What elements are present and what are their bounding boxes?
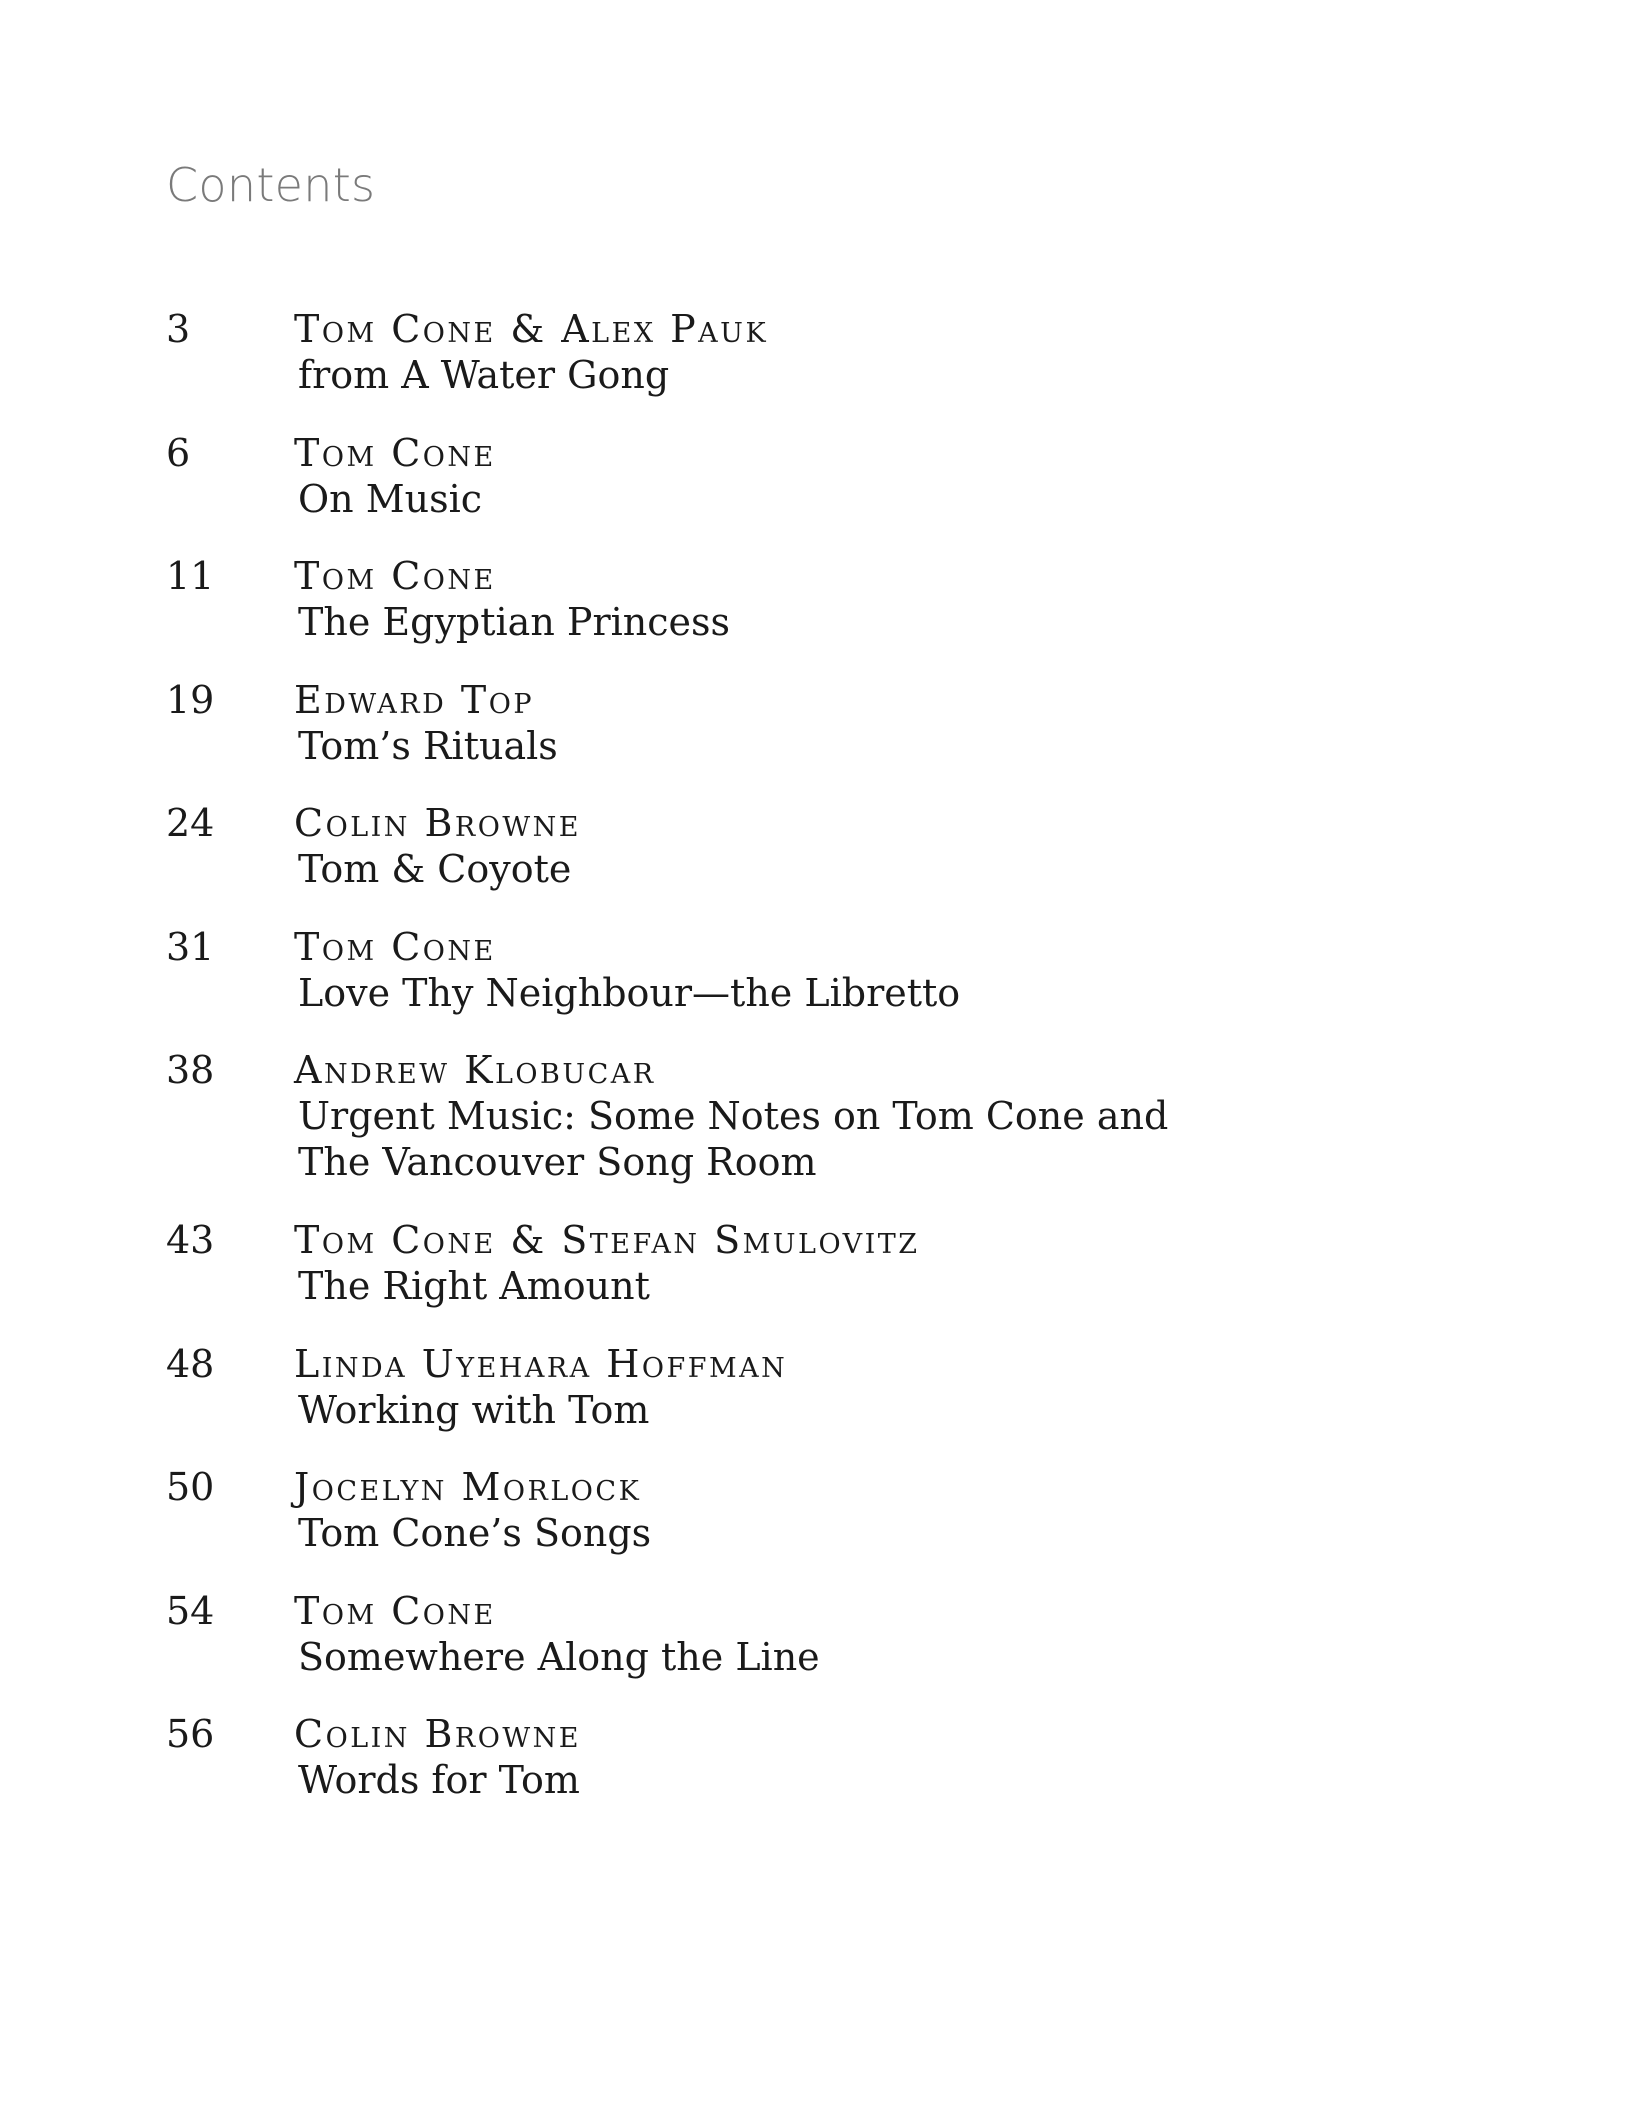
entry-text [294,1341,787,1433]
entry-author: Tom Cone [294,430,496,475]
entry-text [294,800,581,892]
entry-text [294,1464,651,1556]
toc-entry[interactable] [166,430,1516,554]
entry-title: Tom Cone’s Songs [298,1511,652,1555]
toc-entry[interactable] [166,1711,1516,1835]
entry-title: Words for Tom [298,1758,580,1802]
entry-author: Tom Cone & Alex Pauk [294,307,769,351]
page-number: 6 [166,430,191,475]
entry-title: Tom & Coyote [298,847,572,891]
page-number: 24 [166,801,215,845]
entry-title: Somewhere Along the Line [298,1634,820,1679]
toc-entry[interactable] [166,1341,1516,1465]
entry-author: Tom Cone [294,924,496,969]
entry-text [294,306,768,398]
entry-title: from A Water Gong [298,353,670,397]
toc-entry[interactable] [166,1217,1516,1341]
page-number: 31 [166,924,215,969]
entry-title: On Music [298,476,483,521]
entry-text [294,430,496,522]
entry-title: Tom’s Rituals [298,723,558,768]
entry-title: Love Thy Neighbour—the Libretto [298,970,961,1015]
toc-entry[interactable] [166,924,1516,1048]
toc-entry[interactable] [166,306,1516,430]
toc-entry[interactable] [166,1464,1516,1588]
table-of-contents [166,306,1516,1835]
entry-author: Linda Uyehara Hoffman [294,1341,788,1386]
entry-text [294,1217,920,1309]
entry-author: Edward Top [294,677,534,722]
page-number: 11 [166,554,215,598]
entry-author: Tom Cone [294,554,496,598]
entry-author: Tom Cone & Stefan Smulovitz [294,1218,920,1262]
page-number: 54 [166,1588,215,1633]
entry-author: Jocelyn Morlock [294,1465,642,1509]
page-number: 19 [166,677,215,722]
entry-text [294,1047,1168,1185]
page-number: 48 [166,1341,215,1386]
toc-entry[interactable] [166,1047,1516,1217]
entry-author: Colin Browne [294,1712,581,1756]
page-number: 38 [166,1048,215,1092]
entry-title: The Right Amount [298,1264,650,1308]
page-number: 3 [166,307,191,351]
toc-entry[interactable] [166,553,1516,677]
page-title: Contents [166,158,376,212]
page-number: 50 [166,1465,215,1509]
page-number: 43 [166,1218,215,1262]
entry-text [294,553,730,645]
entry-author: Tom Cone [294,1588,496,1633]
entry-title: The Egyptian Princess [298,600,731,644]
entry-author: Andrew Klobucar [294,1048,656,1092]
toc-entry[interactable] [166,800,1516,924]
toc-entry[interactable] [166,1588,1516,1712]
toc-entry[interactable] [166,677,1516,801]
entry-title: Working with Tom [298,1387,650,1432]
entry-text [294,1588,820,1680]
page-number: 56 [166,1712,215,1756]
entry-text [294,677,558,769]
entry-author: Colin Browne [294,801,581,845]
entry-text [294,924,960,1016]
entry-text [294,1711,581,1803]
entry-title: Urgent Music: Some Notes on Tom Cone and The Vancouver Song Room [298,1094,1169,1184]
